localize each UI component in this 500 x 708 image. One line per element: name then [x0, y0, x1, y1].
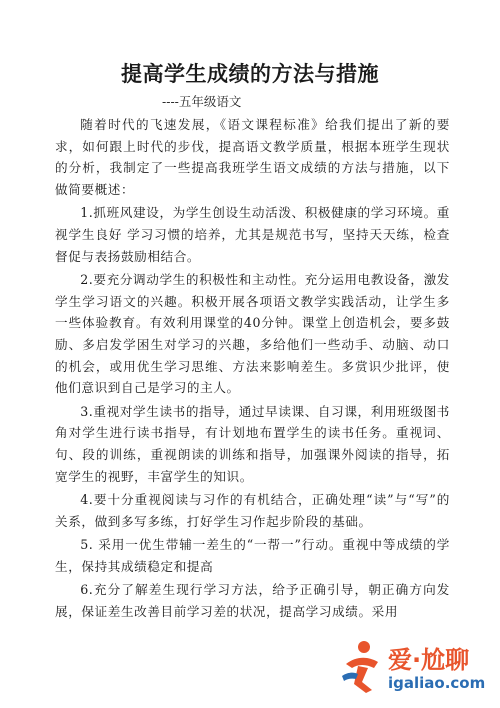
paragraph-6: 6.充分了解差生现行学习方法，给予正确引导，朝正确方向发展，保证差生改善目前学习差的状况，提高学习成绩。采用: [55, 582, 450, 620]
paragraph-1: 1.抓班风建设，为学生创设生动活泼、积极健康的学习环境。重视学生良好 学习习惯的培养，尤其是规范书写，坚持天天练，检查督促与表扬鼓励相结合。: [55, 205, 450, 264]
paragraph-intro: 随着时代的飞速发展，《语文课程标准》给我们提出了新的要求，如何跟上时代的步伐，提高语文教学质量，根据本班学生现状的分析，我制定了一些提高我班学生语文成绩的方法与措施，以下做简要概述：: [55, 117, 450, 197]
paragraph-3: 3.重视对学生读书的指导，通过早读课、自习课，利用班级图书角对学生进行读书指导，有计划地布置学生的读书任务。重视词、句、段的训练，重视朗读的训练和指导，加强课外阅读的指导，拓宽学生的视野，丰富学生的知识。: [55, 403, 450, 484]
watermark-url: igaliao.com: [388, 674, 486, 692]
document-title: 提高学生成绩的方法与措施: [121, 62, 379, 86]
document-body: [55, 114, 450, 623]
paragraph-4: 4.要十分重视阅读与习作的有机结合，正确处理“读”与“写”的关系，做到多写多练，打好学生习作起步阶段的基础。: [55, 492, 450, 529]
document-subtitle: ----五年级语文: [162, 94, 242, 109]
running-figure-logo-icon: [338, 638, 384, 694]
watermark: [338, 636, 498, 702]
paragraph-5: 5. 采用一优生带辅一差生的“一帮一”行动。重视中等成绩的学生，保持其成绩稳定和提高: [55, 537, 450, 574]
paragraph-2: 2.要充分调动学生的积极性和主动性。充分运用电教设备，激发学生学习语文的兴趣。积极开展各项语文教学实践活动，让学生多一些体验教育。有效利用课堂的40分钟。课堂上创造机会，要多鼓励、多启发学困生对学习的兴趣，多给他们一些动手、动脑、动口的机会，或用优生学习思维、方法来影响差生。多赏识少批评，使他们意识到自己是学习的主人。: [55, 272, 450, 396]
watermark-title: 爱·尬聊: [388, 646, 470, 674]
